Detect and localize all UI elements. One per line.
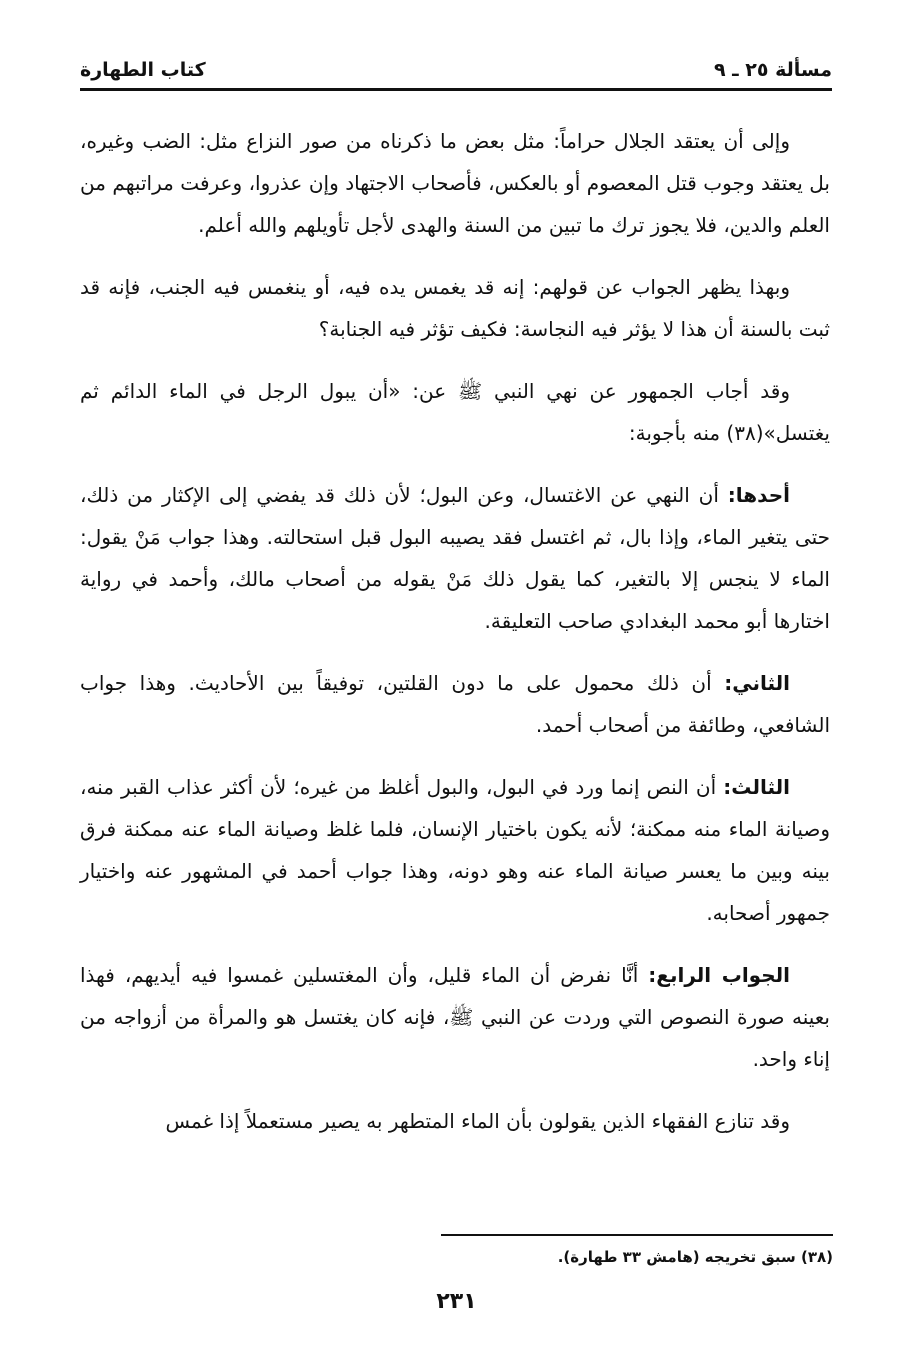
- paragraph-text: وبهذا يظهر الجواب عن قولهم: إنه قد يغمس يده فيه، أو ينغمس فيه الجنب، فإنه قد ثبت بالسنة أن هذا لا يؤثر فيه النجاسة: فكيف تؤثر فيه الجنابة؟: [80, 275, 830, 341]
- paragraph-6: [80, 766, 830, 934]
- paragraph-text: أنَّا نفرض أن الماء قليل، وأن المغتسلين غمسوا فيه أيديهم، فهذا بعينه صورة النصوص التي وردت عن النبي ﷺ، فإنه كان يغتسل هو والمرأة من أزواجه من إناء واحد.: [80, 963, 830, 1071]
- paragraph-4: [80, 474, 830, 642]
- footnote: (٣٨) سبق تخريجه (هامش ٣٣ طهارة).: [557, 1248, 833, 1266]
- paragraph-8: [80, 1100, 830, 1142]
- paragraph-text: أن النهي عن الاغتسال، وعن البول؛ لأن ذلك قد يفضي إلى الإكثار من ذلك، حتى يتغير الماء، وإذا بال، ثم اغتسل فقد يصيبه البول قبل استحالته. وهذا جواب مَنْ يقول: الماء لا ينجس إلا بالتغير، كما يقول ذلك مَنْ يقوله من أصحاب مالك، وأحمد في رواية اختارها أبو محمد البغدادي صاحب التعليقة.: [80, 483, 830, 633]
- paragraph-5: [80, 662, 830, 746]
- footnote-rule: [441, 1234, 833, 1236]
- paragraph-text: أن النص إنما ورد في البول، والبول أغلظ من غيره؛ لأن أكثر عذاب القبر منه، وصيانة الماء منه ممكنة؛ لأنه يكون باختيار الإنسان، فلما غلظ وصيانة الماء عنه ممكنة فرق بينه وبين ما يعسر صيانة الماء عنه وهو دونه، وهذا جواب أحمد في المشهور عنه واختيار جمهور أصحابه.: [80, 775, 830, 925]
- paragraph-text: وإلى أن يعتقد الجلال حراماً: مثل بعض ما ذكرناه من صور النزاع مثل: الضب وغيره، بل يعتقد وجوب قتل المعصوم أو بالعكس، فأصحاب الاجتهاد وإن عذروا، وعرفت مراتبهم من العلم والدين، فلا يجوز ترك ما تبين من السنة والهدى لأجل تأويلهم والله أعلم.: [80, 129, 830, 237]
- header-rule: [80, 88, 832, 91]
- paragraph-lead: الجواب الرابع:: [648, 963, 790, 987]
- paragraph-text: وقد تنازع الفقهاء الذين يقولون بأن الماء المتطهر به يصير مستعملاً إذا غمس: [165, 1109, 790, 1133]
- paragraph-lead: الثالث:: [723, 775, 790, 799]
- running-header: [80, 56, 832, 90]
- paragraph-7: [80, 954, 830, 1080]
- header-section: مسألة ٢٥ ـ ٩: [713, 59, 832, 81]
- paragraph-text: وقد أجاب الجمهور عن نهي النبي ﷺ عن: «أن يبول الرجل في الماء الدائم ثم يغتسل»(٣٨) منه بأجوبة:: [80, 379, 830, 445]
- paragraph-lead: أحدها:: [727, 483, 790, 507]
- paragraph-2: [80, 266, 830, 350]
- paragraph-3: [80, 370, 830, 454]
- paragraph-text: أن ذلك محمول على ما دون القلتين، توفيقاً بين الأحاديث. وهذا جواب الشافعي، وطائفة من أصحاب أحمد.: [80, 671, 830, 737]
- paragraph-lead: الثاني:: [724, 671, 790, 695]
- header-book-title: كتاب الطهارة: [80, 59, 206, 81]
- paragraph-1: [80, 120, 830, 246]
- page-number: ٢٣١: [436, 1289, 477, 1314]
- page-body: [80, 120, 830, 1162]
